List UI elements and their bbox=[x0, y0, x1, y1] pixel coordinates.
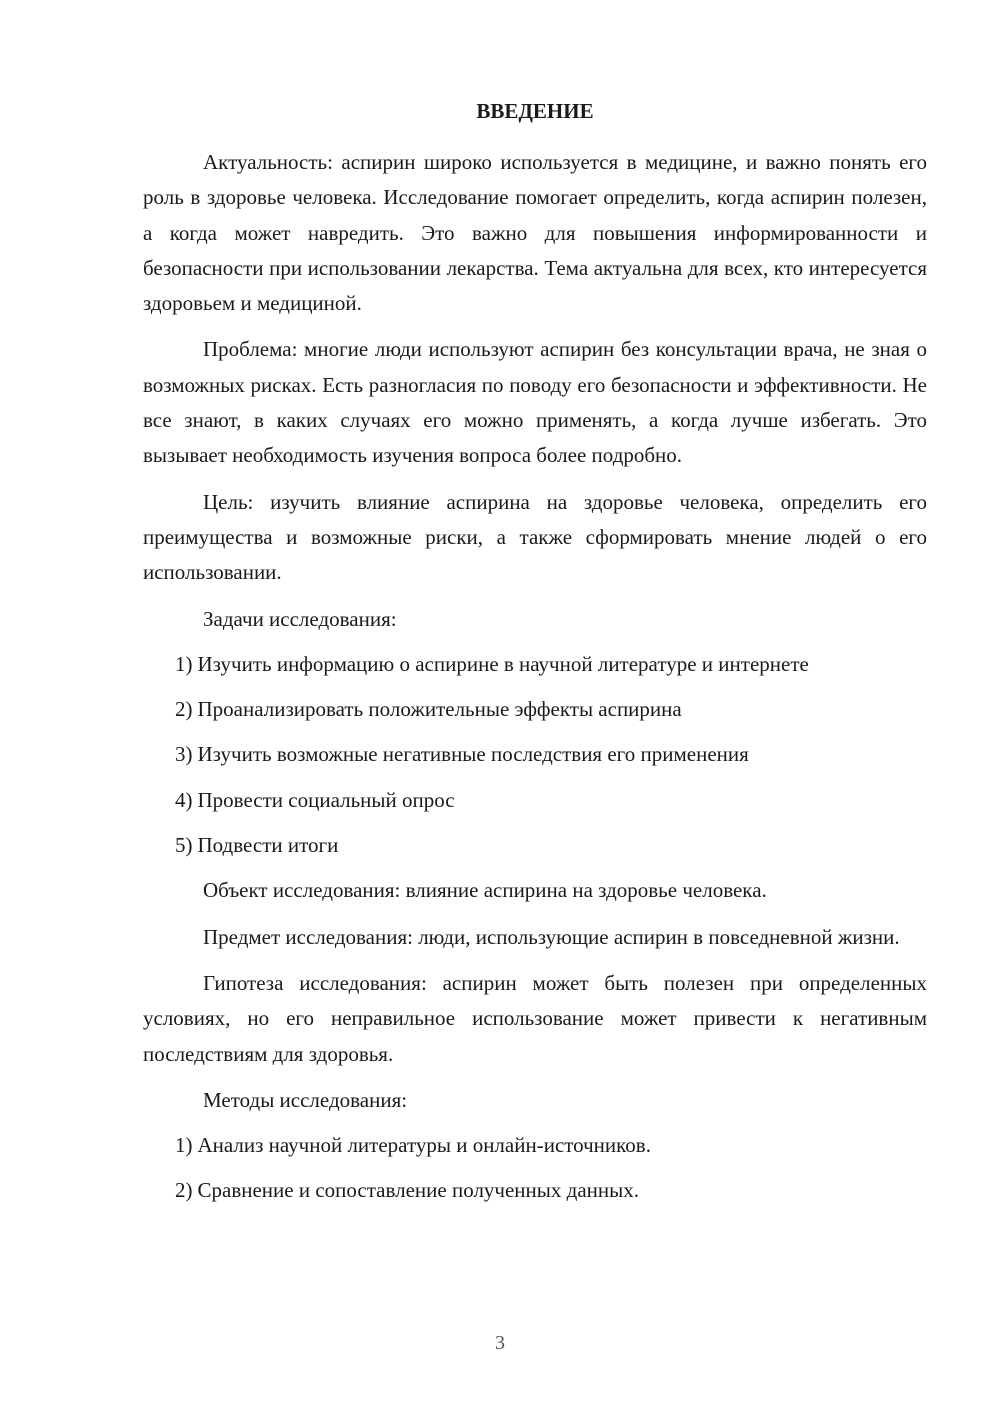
problem-paragraph: Проблема: многие люди используют аспирин без консультации врача, не зная о возможных рисках. Есть разногласия по поводу его безопасности и эффективности. Не все знают, в каких случаях его можно применять, а когда лучше избегать. Это вызывает необходимость изучения вопроса более подробно. bbox=[143, 337, 927, 468]
list-item: 5) Подвести итоги bbox=[175, 833, 339, 858]
hypothesis-paragraph: Гипотеза исследования: аспирин может быть полезен при определенных условиях, но его неправильное использование может привести к негативным последствиям для здоровья. bbox=[143, 970, 927, 1066]
subject-paragraph: Предмет исследования: люди, использующие аспирин в повседневной жизни. bbox=[203, 924, 900, 949]
relevance-paragraph: Актуальность: аспирин широко используется в медицине, и важно понять его роль в здоровье человека. Исследование помогает определить, когда аспирин полезен, а когда может навредить. Это важно для повышения информированности и безопасности при использовании лекарства. Тема актуальна для всех, кто интересуется здоровьем и медициной. bbox=[143, 150, 927, 316]
document-page bbox=[143, 96, 927, 1219]
object-paragraph: Объект исследования: влияние аспирина на здоровье человека. bbox=[203, 878, 767, 903]
methods-list bbox=[143, 1128, 927, 1209]
list-item: 2) Сравнение и сопоставление полученных данных. bbox=[175, 1178, 639, 1203]
list-item: 3) Изучить возможные негативные последствия его применения bbox=[175, 742, 749, 767]
methods-heading: Методы исследования: bbox=[203, 1087, 408, 1112]
list-item: 2) Проанализировать положительные эффекты аспирина bbox=[175, 697, 682, 722]
section-title: ВВЕДЕНИЕ bbox=[476, 99, 594, 123]
tasks-list bbox=[143, 647, 927, 863]
list-item: 1) Изучить информацию о аспирине в научной литературе и интернете bbox=[175, 651, 809, 676]
list-item: 4) Провести социальный опрос bbox=[175, 787, 455, 812]
page-number: 3 bbox=[495, 1332, 505, 1354]
list-item: 1) Анализ научной литературы и онлайн-источников. bbox=[175, 1133, 651, 1158]
goal-paragraph: Цель: изучить влияние аспирина на здоровье человека, определить его преимущества и возможные риски, а также сформировать мнение людей о его использовании. bbox=[143, 489, 927, 585]
tasks-heading: Задачи исследования: bbox=[203, 606, 397, 631]
